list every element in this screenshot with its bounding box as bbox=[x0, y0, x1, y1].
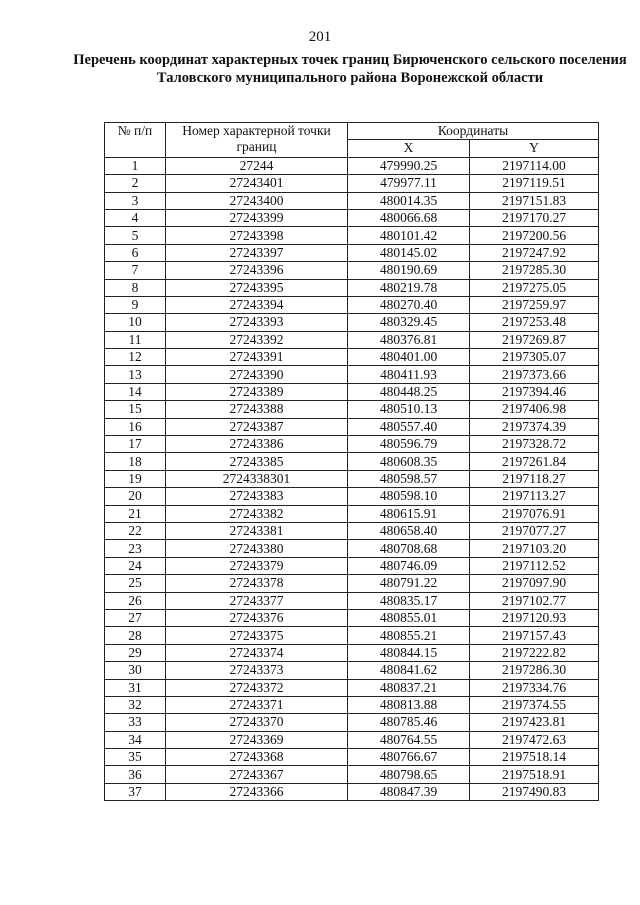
cell-num: 29 bbox=[105, 644, 166, 661]
table-row bbox=[105, 470, 599, 487]
cell-y: 2197151.83 bbox=[470, 192, 599, 209]
cell-num: 15 bbox=[105, 401, 166, 418]
cell-num: 5 bbox=[105, 227, 166, 244]
cell-y: 2197200.56 bbox=[470, 227, 599, 244]
cell-num: 6 bbox=[105, 244, 166, 261]
cell-y: 2197253.48 bbox=[470, 314, 599, 331]
page-title: Перечень координат характерных точек границ Бирюченского сельского поселения Таловского муниципального района Воронежской области bbox=[73, 52, 627, 86]
table-row bbox=[105, 227, 599, 244]
cell-x: 480766.67 bbox=[348, 749, 470, 766]
table-row bbox=[105, 749, 599, 766]
table-row bbox=[105, 714, 599, 731]
cell-num: 21 bbox=[105, 505, 166, 522]
cell-num: 33 bbox=[105, 714, 166, 731]
cell-x: 480813.88 bbox=[348, 696, 470, 713]
table-row bbox=[105, 696, 599, 713]
cell-num: 16 bbox=[105, 418, 166, 435]
cell-x: 480401.00 bbox=[348, 349, 470, 366]
table-row bbox=[105, 766, 599, 783]
cell-x: 480785.46 bbox=[348, 714, 470, 731]
cell-point: 27243391 bbox=[166, 349, 348, 366]
table-body bbox=[105, 157, 599, 800]
cell-num: 31 bbox=[105, 679, 166, 696]
table-row bbox=[105, 244, 599, 261]
cell-x: 480066.68 bbox=[348, 209, 470, 226]
cell-num: 9 bbox=[105, 296, 166, 313]
cell-y: 2197269.87 bbox=[470, 331, 599, 348]
cell-x: 480190.69 bbox=[348, 262, 470, 279]
cell-num: 24 bbox=[105, 557, 166, 574]
table-row bbox=[105, 192, 599, 209]
table-row bbox=[105, 488, 599, 505]
page-number: 201 bbox=[308, 29, 332, 45]
cell-x: 479977.11 bbox=[348, 175, 470, 192]
cell-num: 14 bbox=[105, 383, 166, 400]
table-row bbox=[105, 366, 599, 383]
cell-y: 2197114.00 bbox=[470, 157, 599, 174]
cell-num: 10 bbox=[105, 314, 166, 331]
cell-y: 2197113.27 bbox=[470, 488, 599, 505]
cell-point: 27243401 bbox=[166, 175, 348, 192]
cell-point: 27243393 bbox=[166, 314, 348, 331]
cell-point: 27243398 bbox=[166, 227, 348, 244]
cell-num: 11 bbox=[105, 331, 166, 348]
cell-y: 2197328.72 bbox=[470, 436, 599, 453]
cell-x: 479990.25 bbox=[348, 157, 470, 174]
cell-x: 480596.79 bbox=[348, 436, 470, 453]
cell-y: 2197119.51 bbox=[470, 175, 599, 192]
cell-num: 32 bbox=[105, 696, 166, 713]
cell-num: 12 bbox=[105, 349, 166, 366]
cell-point: 27243385 bbox=[166, 453, 348, 470]
cell-point: 27243382 bbox=[166, 505, 348, 522]
cell-y: 2197097.90 bbox=[470, 575, 599, 592]
cell-num: 19 bbox=[105, 470, 166, 487]
cell-y: 2197394.46 bbox=[470, 383, 599, 400]
cell-point: 27243392 bbox=[166, 331, 348, 348]
table-row bbox=[105, 540, 599, 557]
cell-x: 480145.02 bbox=[348, 244, 470, 261]
cell-point: 27243369 bbox=[166, 731, 348, 748]
cell-point: 27243394 bbox=[166, 296, 348, 313]
cell-y: 2197406.98 bbox=[470, 401, 599, 418]
cell-point: 27243388 bbox=[166, 401, 348, 418]
header-y: Y bbox=[470, 140, 599, 157]
cell-x: 480791.22 bbox=[348, 575, 470, 592]
cell-num: 2 bbox=[105, 175, 166, 192]
table-row bbox=[105, 609, 599, 626]
cell-point: 27243377 bbox=[166, 592, 348, 609]
cell-y: 2197423.81 bbox=[470, 714, 599, 731]
cell-y: 2197112.52 bbox=[470, 557, 599, 574]
table-row bbox=[105, 575, 599, 592]
cell-point: 27243379 bbox=[166, 557, 348, 574]
cell-point: 27243390 bbox=[166, 366, 348, 383]
cell-y: 2197077.27 bbox=[470, 522, 599, 539]
table-row bbox=[105, 436, 599, 453]
cell-y: 2197518.91 bbox=[470, 766, 599, 783]
cell-num: 30 bbox=[105, 662, 166, 679]
cell-y: 2197120.93 bbox=[470, 609, 599, 626]
cell-x: 480837.21 bbox=[348, 679, 470, 696]
cell-point: 27243399 bbox=[166, 209, 348, 226]
cell-x: 480014.35 bbox=[348, 192, 470, 209]
cell-point: 27243387 bbox=[166, 418, 348, 435]
table-row bbox=[105, 679, 599, 696]
cell-num: 3 bbox=[105, 192, 166, 209]
cell-point: 27243381 bbox=[166, 522, 348, 539]
cell-x: 480376.81 bbox=[348, 331, 470, 348]
header-num: № п/п bbox=[105, 123, 166, 158]
cell-y: 2197305.07 bbox=[470, 349, 599, 366]
cell-x: 480448.25 bbox=[348, 383, 470, 400]
cell-x: 480329.45 bbox=[348, 314, 470, 331]
cell-point: 27243386 bbox=[166, 436, 348, 453]
cell-x: 480798.65 bbox=[348, 766, 470, 783]
cell-num: 25 bbox=[105, 575, 166, 592]
cell-num: 28 bbox=[105, 627, 166, 644]
cell-num: 27 bbox=[105, 609, 166, 626]
cell-num: 26 bbox=[105, 592, 166, 609]
cell-y: 2197076.91 bbox=[470, 505, 599, 522]
cell-point: 27243396 bbox=[166, 262, 348, 279]
cell-y: 2197222.82 bbox=[470, 644, 599, 661]
cell-y: 2197286.30 bbox=[470, 662, 599, 679]
table-row bbox=[105, 175, 599, 192]
cell-y: 2197275.05 bbox=[470, 279, 599, 296]
cell-point: 27243371 bbox=[166, 696, 348, 713]
cell-point: 27243383 bbox=[166, 488, 348, 505]
cell-y: 2197247.92 bbox=[470, 244, 599, 261]
cell-num: 37 bbox=[105, 783, 166, 800]
cell-point: 27243374 bbox=[166, 644, 348, 661]
cell-point: 27243375 bbox=[166, 627, 348, 644]
cell-point: 27243376 bbox=[166, 609, 348, 626]
cell-x: 480219.78 bbox=[348, 279, 470, 296]
table-row bbox=[105, 349, 599, 366]
table-row bbox=[105, 557, 599, 574]
cell-x: 480855.01 bbox=[348, 609, 470, 626]
cell-num: 20 bbox=[105, 488, 166, 505]
cell-x: 480764.55 bbox=[348, 731, 470, 748]
cell-num: 8 bbox=[105, 279, 166, 296]
cell-point: 27243372 bbox=[166, 679, 348, 696]
table-row bbox=[105, 279, 599, 296]
cell-x: 480844.15 bbox=[348, 644, 470, 661]
cell-x: 480708.68 bbox=[348, 540, 470, 557]
cell-point: 27243395 bbox=[166, 279, 348, 296]
cell-x: 480615.91 bbox=[348, 505, 470, 522]
cell-point: 27243368 bbox=[166, 749, 348, 766]
coordinates-table bbox=[104, 122, 599, 801]
cell-x: 480746.09 bbox=[348, 557, 470, 574]
cell-y: 2197373.66 bbox=[470, 366, 599, 383]
cell-point: 27243400 bbox=[166, 192, 348, 209]
cell-y: 2197103.20 bbox=[470, 540, 599, 557]
cell-x: 480598.10 bbox=[348, 488, 470, 505]
cell-num: 4 bbox=[105, 209, 166, 226]
table-row bbox=[105, 314, 599, 331]
cell-y: 2197374.39 bbox=[470, 418, 599, 435]
cell-num: 22 bbox=[105, 522, 166, 539]
cell-point: 27243380 bbox=[166, 540, 348, 557]
cell-y: 2197118.27 bbox=[470, 470, 599, 487]
cell-point: 27243389 bbox=[166, 383, 348, 400]
cell-y: 2197518.14 bbox=[470, 749, 599, 766]
cell-y: 2197374.55 bbox=[470, 696, 599, 713]
cell-x: 480598.57 bbox=[348, 470, 470, 487]
cell-x: 480841.62 bbox=[348, 662, 470, 679]
cell-x: 480101.42 bbox=[348, 227, 470, 244]
cell-num: 1 bbox=[105, 157, 166, 174]
cell-x: 480608.35 bbox=[348, 453, 470, 470]
cell-y: 2197472.63 bbox=[470, 731, 599, 748]
cell-point: 27243397 bbox=[166, 244, 348, 261]
table-row bbox=[105, 592, 599, 609]
cell-num: 23 bbox=[105, 540, 166, 557]
cell-point: 27243378 bbox=[166, 575, 348, 592]
cell-num: 17 bbox=[105, 436, 166, 453]
cell-point: 27243373 bbox=[166, 662, 348, 679]
cell-x: 480411.93 bbox=[348, 366, 470, 383]
table-row bbox=[105, 296, 599, 313]
table-row bbox=[105, 783, 599, 800]
table-row bbox=[105, 383, 599, 400]
cell-num: 35 bbox=[105, 749, 166, 766]
table-row bbox=[105, 401, 599, 418]
header-coordinates: Координаты bbox=[348, 123, 599, 140]
table-row bbox=[105, 627, 599, 644]
cell-point: 27243370 bbox=[166, 714, 348, 731]
table-row bbox=[105, 644, 599, 661]
cell-point: 27243366 bbox=[166, 783, 348, 800]
cell-y: 2197102.77 bbox=[470, 592, 599, 609]
cell-x: 480557.40 bbox=[348, 418, 470, 435]
cell-x: 480510.13 bbox=[348, 401, 470, 418]
table-row bbox=[105, 522, 599, 539]
table-row bbox=[105, 505, 599, 522]
cell-num: 18 bbox=[105, 453, 166, 470]
cell-y: 2197285.30 bbox=[470, 262, 599, 279]
cell-y: 2197170.27 bbox=[470, 209, 599, 226]
cell-y: 2197261.84 bbox=[470, 453, 599, 470]
cell-num: 13 bbox=[105, 366, 166, 383]
table-row bbox=[105, 453, 599, 470]
cell-x: 480270.40 bbox=[348, 296, 470, 313]
table-row bbox=[105, 157, 599, 174]
cell-x: 480847.39 bbox=[348, 783, 470, 800]
cell-num: 36 bbox=[105, 766, 166, 783]
table-row bbox=[105, 418, 599, 435]
table-row bbox=[105, 662, 599, 679]
cell-y: 2197157.43 bbox=[470, 627, 599, 644]
cell-y: 2197490.83 bbox=[470, 783, 599, 800]
cell-y: 2197259.97 bbox=[470, 296, 599, 313]
table-row bbox=[105, 331, 599, 348]
cell-x: 480658.40 bbox=[348, 522, 470, 539]
header-x: X bbox=[348, 140, 470, 157]
cell-num: 7 bbox=[105, 262, 166, 279]
cell-x: 480855.21 bbox=[348, 627, 470, 644]
header-point: Номер характерной точки границ bbox=[166, 123, 348, 158]
cell-point: 2724338301 bbox=[166, 470, 348, 487]
cell-y: 2197334.76 bbox=[470, 679, 599, 696]
table-row bbox=[105, 262, 599, 279]
cell-point: 27243367 bbox=[166, 766, 348, 783]
table-row bbox=[105, 731, 599, 748]
table-row bbox=[105, 209, 599, 226]
cell-num: 34 bbox=[105, 731, 166, 748]
cell-x: 480835.17 bbox=[348, 592, 470, 609]
cell-point: 27244 bbox=[166, 157, 348, 174]
